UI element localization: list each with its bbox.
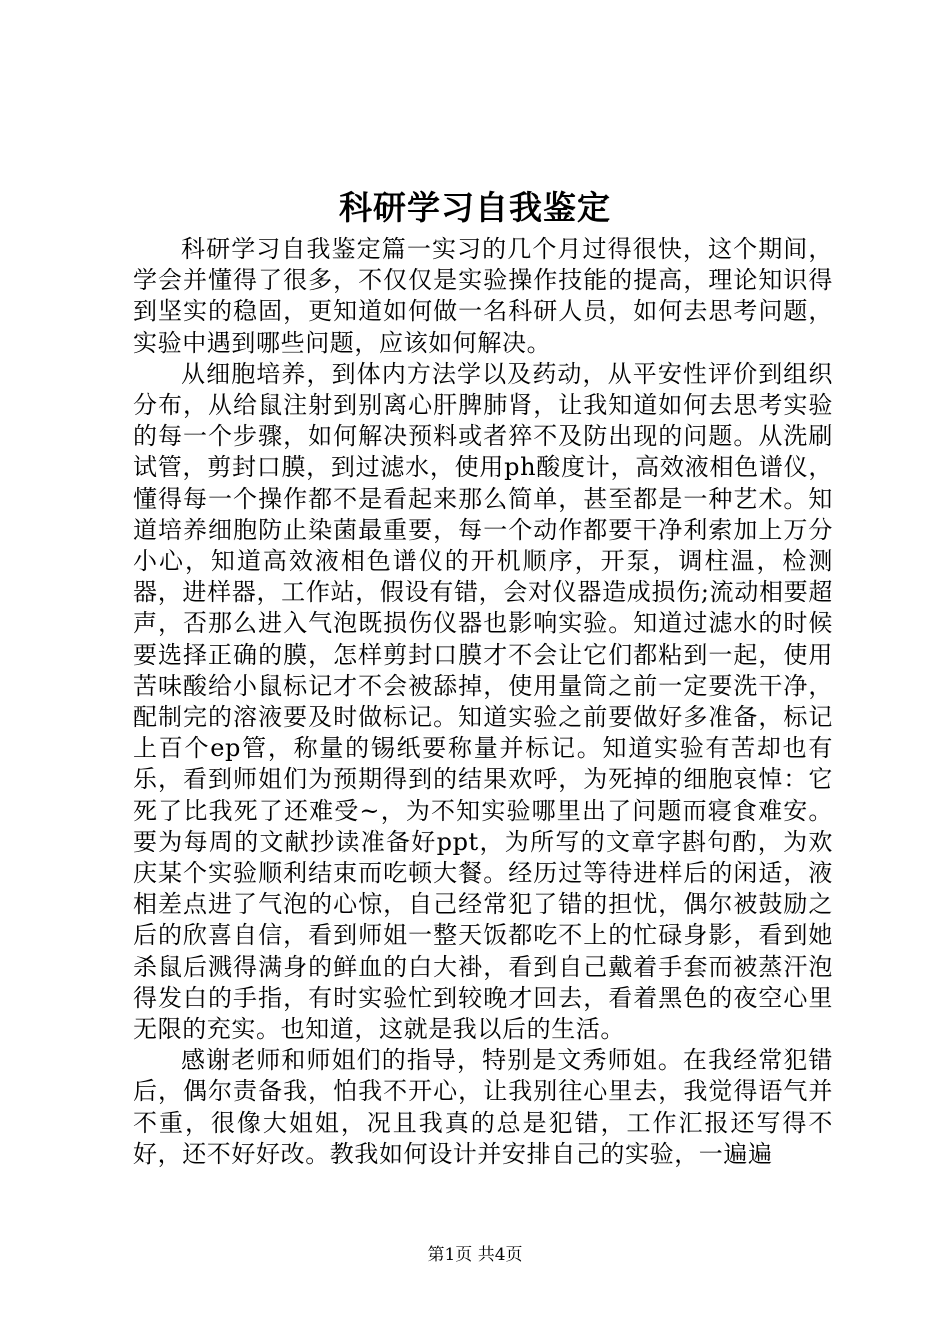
paragraph: 科研学习自我鉴定篇一实习的几个月过得很快，这个期间，学会并懂得了很多，不仅仅是实验操作技能的提高，理论知识得到坚实的稳固，更知道如何做一名科研人员，如何去思考问题，实验中遇到哪些问题，应该如何解决。 <box>133 235 833 357</box>
paragraph: 感谢老师和师姐们的指导，特别是文秀师姐。在我经常犯错后，偶尔责备我，怕我不开心，让我别往心里去，我觉得语气并不重，很像大姐姐，况且我真的总是犯错，工作汇报还写得不好，还不好好改。教我如何设计并安排自己的实验，一遍遍 <box>133 1046 833 1168</box>
document-title: 科研学习自我鉴定 <box>339 188 611 227</box>
document-body <box>133 234 833 1170</box>
paragraph: 从细胞培养，到体内方法学以及药动，从平安性评价到组织分布，从给鼠注射到别离心肝脾肺肾，让我知道如何去思考实验的每一个步骤，如何解决预料或者猝不及防出现的问题。从洗刷试管，剪封口膜，到过滤水，使用ph酸度计，高效液相色谱仪，懂得每一个操作都不是看起来那么简单，甚至都是一种艺术。知道培养细胞防止染菌最重要，每一个动作都要干净利索加上万分小心，知道高效液相色谱仪的开机顺序，开泵，调柱温，检测器，进样器，工作站，假设有错，会对仪器造成损伤;流动相要超声，否那么进入气泡既损伤仪器也影响实验。知道过滤水的时候要选择正确的膜，怎样剪封口膜才不会让它们都粘到一起，使用苦味酸给小鼠标记才不会被舔掉，使用量筒之前一定要洗干净，配制完的溶液要及时做标记。知道实验之前要做好多准备，标记上百个ep管，称量的锡纸要称量并标记。知道实验有苦却也有乐，看到师姐们为预期得到的结果欢呼，为死掉的细胞哀悼：它死了比我死了还难受~，为不知实验哪里出了问题而寝食难安。要为每周的文献抄读准备好ppt，为所写的文章字斟句酌，为欢庆某个实验顺利结束而吃顿大餐。经历过等待进样后的闲适，液相差点进了气泡的心惊，自己经常犯了错的担忧，偶尔被鼓励之后的欣喜自信，看到师姐一整天饭都吃不上的忙碌身影，看到她杀鼠后溅得满身的鲜血的白大褂，看到自己戴着手套而被蒸汗泡得发白的手指，有时实验忙到较晚才回去，看着黑色的夜空心里无限的充实。也知道，这就是我以后的生活。 <box>133 359 833 1044</box>
page-number-footer: 第1页 共4页 <box>427 1245 523 1265</box>
